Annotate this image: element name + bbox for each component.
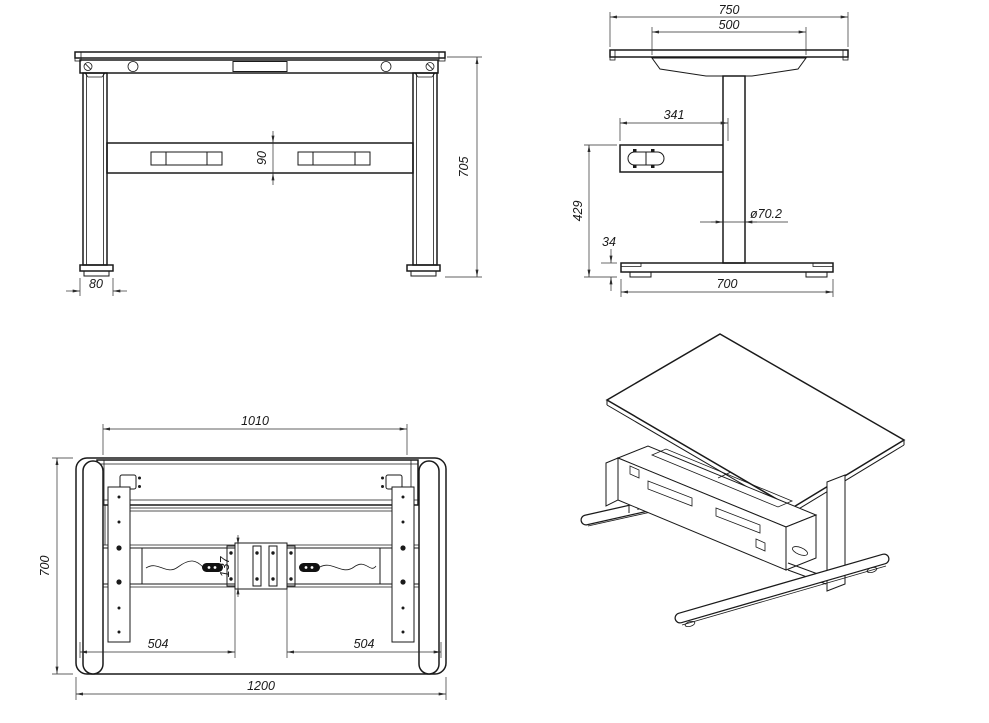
plan-right-span-label: 504: [353, 637, 375, 651]
side-base-foot: [621, 263, 833, 272]
front-dim-height: [445, 57, 482, 277]
side-dim-column: [571, 145, 617, 277]
plan-left-bracket: [108, 487, 130, 642]
plan-crossbar: [92, 543, 428, 589]
front-desktop-right-cap: [439, 52, 445, 61]
front-foot-label: 80: [89, 277, 103, 291]
side-dim-foot-height: [601, 235, 617, 291]
isometric-view: [586, 334, 904, 628]
side-bracket-label: 500: [718, 18, 740, 32]
front-rail-center-box: [233, 62, 287, 72]
plan-left-foot: [83, 461, 103, 674]
plan-crossbar-depth-label: 137: [218, 556, 232, 578]
plan-dim-depth: [38, 458, 73, 674]
plan-back-beam: [97, 460, 418, 505]
side-dim-base: [621, 277, 833, 297]
plan-right-cable: [320, 564, 376, 570]
plan-right-foot: [419, 461, 439, 674]
plan-width-label: 1200: [247, 679, 275, 693]
front-left-foot: [80, 265, 113, 271]
front-hole-left: [128, 62, 138, 72]
side-foot-height-label: 34: [602, 235, 616, 249]
side-desktop-label: 750: [718, 3, 740, 17]
front-view: [66, 52, 482, 296]
front-dim-foot: [66, 277, 127, 296]
plan-left-cable: [146, 561, 203, 570]
side-column-label: 429: [571, 200, 585, 222]
plan-dim-right-span: [287, 589, 441, 658]
front-height-label: 705: [457, 156, 471, 178]
side-base-label: 700: [716, 277, 738, 291]
side-desktop: [610, 50, 848, 57]
side-view: [571, 3, 848, 297]
front-dim-crossbar: [255, 131, 273, 185]
plan-right-bracket: [392, 487, 414, 642]
plan-dim-width: [76, 677, 446, 700]
side-dim-control-box: [620, 108, 728, 141]
plan-depth-label: 700: [38, 555, 52, 577]
front-desktop: [75, 52, 445, 58]
side-control-box-label: 341: [663, 108, 685, 122]
front-hole-right: [381, 62, 391, 72]
plan-left-span-label: 504: [147, 637, 169, 651]
side-bracket: [652, 58, 806, 76]
front-crossbar-box-left: [151, 152, 222, 165]
plan-frame-label: 1010: [241, 414, 269, 428]
side-diameter-label: ø70.2: [750, 207, 782, 221]
front-right-foot: [407, 265, 440, 271]
side-column: [723, 76, 745, 263]
front-crossbar-box-right: [298, 152, 370, 165]
front-crossbar-label: 90: [255, 151, 269, 165]
plan-right-connector: [299, 563, 320, 572]
plan-dim-frame: [103, 414, 407, 455]
plan-view: [38, 414, 446, 700]
